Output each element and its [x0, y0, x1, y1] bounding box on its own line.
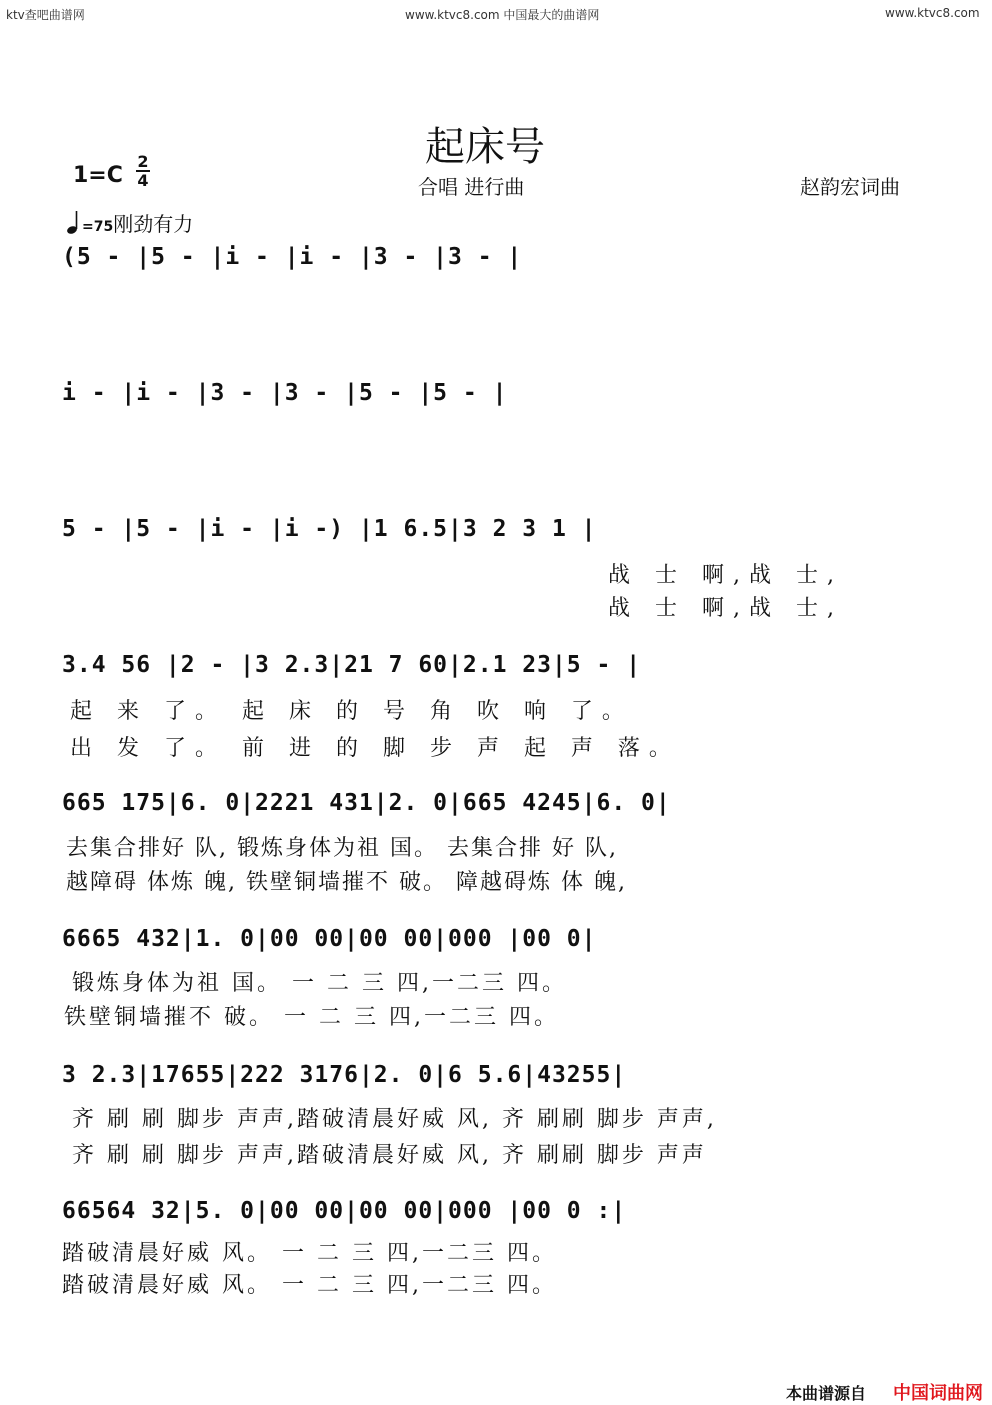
- notes-line: 6665 432|1. 0|00 00|00 00|000 |00 0|: [62, 926, 597, 952]
- key-signature: 1=C: [73, 163, 123, 188]
- lyrics-verse-1: 起 来 了。 起 床 的 号 角 吹 响 了。: [70, 699, 633, 724]
- score-system-2: [62, 372, 932, 422]
- notes-line: 5 - |5 - |i - |i -) |1 6.5|3 2 3 1 |: [62, 516, 597, 542]
- tempo-marking: [66, 208, 193, 237]
- lyrics-verse-2: 战 士 啊,战 士,: [608, 596, 843, 621]
- score-system-4: [62, 644, 932, 694]
- notes-line: 66564 32|5. 0|00 00|00 00|000 |00 0 :|: [62, 1198, 627, 1224]
- time-signature-bottom: 4: [137, 171, 149, 190]
- score-system-6: [62, 918, 932, 968]
- score-system-3: [62, 508, 932, 558]
- lyrics-verse-1: 齐 刷 刷 脚步 声声,踏破清晨好威 风, 齐 刷刷 脚步 声声,: [72, 1107, 717, 1132]
- score-system-8: [62, 1190, 932, 1240]
- footer-brand-link[interactable]: 中国词曲网: [893, 1383, 983, 1404]
- song-subtitle: 合唱 进行曲: [418, 175, 525, 199]
- notes-line: 3 2.3|17655|222 3176|2. 0|6 5.6|43255|: [62, 1062, 627, 1088]
- lyrics-verse-2: 踏破清晨好威 风。 一 二 三 四,一二三 四。: [62, 1273, 557, 1298]
- quarter-note-icon: [66, 209, 82, 235]
- score-system-1: [62, 236, 932, 286]
- site-banner-center: www.ktvc8.com 中国最大的曲谱网: [405, 8, 600, 22]
- notes-line: 665 175|6. 0|2221 431|2. 0|665 4245|6. 0|: [62, 790, 671, 816]
- footer-source-label: 本曲谱源自: [786, 1384, 867, 1403]
- time-signature-top: 2: [137, 152, 149, 171]
- notes-line: (5 - |5 - |i - |i - |3 - |3 - |: [62, 244, 523, 270]
- song-title: 起床号: [425, 124, 545, 170]
- site-url-right[interactable]: www.ktvc8.com: [885, 6, 980, 20]
- expression-marking: 刚劲有力: [113, 212, 194, 236]
- site-name-left: ktv查吧曲谱网: [6, 8, 85, 22]
- time-signature: [136, 153, 150, 189]
- lyrics-verse-1: 战 士 啊,战 士,: [608, 563, 843, 588]
- lyrics-verse-1: 去集合排好 队, 锻炼身体为祖 国。 去集合排 好 队,: [66, 836, 618, 861]
- lyrics-verse-2: 铁壁铜墙摧不 破。 一 二 三 四,一二三 四。: [64, 1005, 559, 1030]
- lyrics-verse-2: 出 发 了。 前 进 的 脚 步 声 起 声 落。: [70, 736, 680, 761]
- score-system-5: [62, 782, 932, 832]
- lyrics-verse-1: 锻炼身体为祖 国。 一 二 三 四,一二三 四。: [72, 971, 567, 996]
- lyrics-verse-2: 越障碍 体炼 魄, 铁壁铜墙摧不 破。 障越碍炼 体 魄,: [66, 870, 627, 895]
- lyrics-verse-1: 踏破清晨好威 风。 一 二 三 四,一二三 四。: [62, 1241, 557, 1266]
- notes-line: i - |i - |3 - |3 - |5 - |5 - |: [62, 380, 508, 406]
- tempo-value: =75: [82, 219, 114, 235]
- notes-line: 3.4 56 |2 - |3 2.3|21 7 60|2.1 23|5 - |: [62, 652, 642, 678]
- score-system-7: [62, 1054, 932, 1104]
- lyrics-verse-2: 齐 刷 刷 脚步 声声,踏破清晨好威 风, 齐 刷刷 脚步 声声: [72, 1143, 707, 1168]
- song-credits: 赵韵宏词曲: [800, 175, 900, 199]
